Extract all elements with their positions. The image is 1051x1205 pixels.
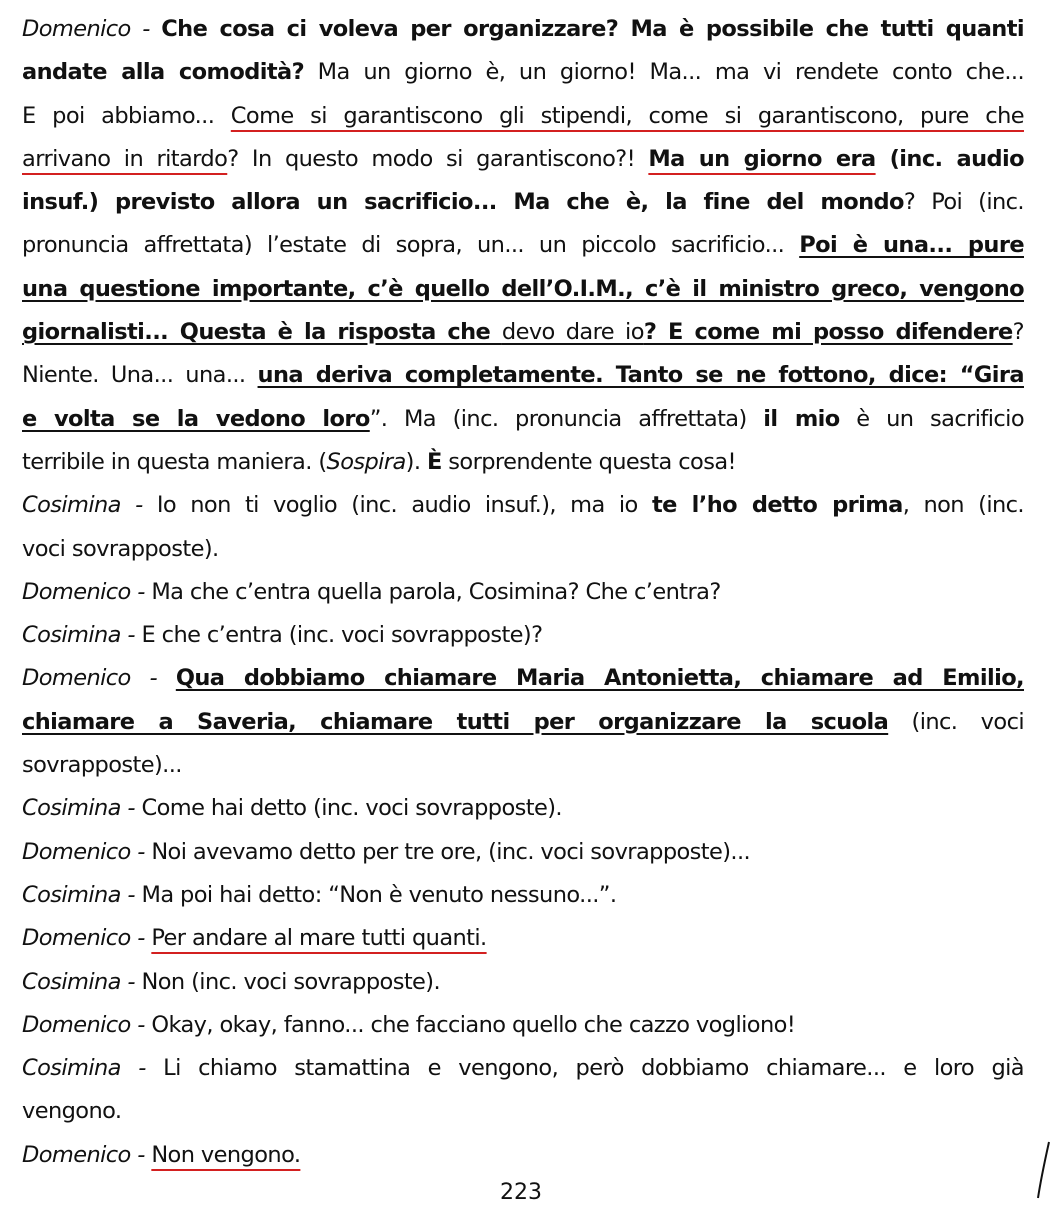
transcript-line <box>22 311 1024 354</box>
page-number: 223 <box>500 1180 542 1205</box>
transcript-line <box>22 917 1024 960</box>
transcript-line <box>22 268 1024 311</box>
transcript-text: una questione importante, c’è quello dell’O.I.M., c’è il ministro greco, vengono <box>22 275 1024 302</box>
speaker-label: Cosimina - <box>22 622 142 649</box>
transcript-line <box>22 398 1024 441</box>
transcript-text: arrivano in ritardo <box>22 145 228 172</box>
transcript-text: giornalisti... Questa è la risposta che <box>22 319 502 346</box>
transcript-line <box>22 1004 1024 1047</box>
transcript-text: (inc. audio <box>875 145 1024 172</box>
transcript-line <box>22 961 1024 1004</box>
transcript-line <box>22 484 1024 527</box>
transcript-text: Non (inc. voci sovrapposte). <box>141 968 441 995</box>
transcript-text: Come hai detto (inc. voci sovrapposte). <box>141 795 562 822</box>
transcript-text: devo dare io <box>501 319 644 346</box>
transcript-line <box>22 701 1024 744</box>
transcript-text: ? <box>1012 319 1024 346</box>
transcript-page <box>22 8 1024 1177</box>
transcript-text: Li chiamo stamattina e vengono, però dobbiamo chiamare... e loro già <box>163 1055 1024 1082</box>
transcript-text: Io non ti voglio (inc. audio insuf.), ma io <box>156 492 652 519</box>
transcript-line <box>22 8 1024 51</box>
transcript-line <box>22 528 1024 571</box>
speaker-label: Domenico - <box>22 1011 152 1038</box>
transcript-text: ”. Ma (inc. pronuncia affrettata) <box>369 405 764 432</box>
transcript-text: Ma che c’entra quella parola, Cosimina? Che c’entra? <box>151 578 721 605</box>
speaker-label: Domenico - <box>22 925 152 952</box>
transcript-text: Che cosa ci voleva per organizzare? Ma è possibile che tutti quanti <box>161 16 1024 42</box>
transcript-line <box>22 1090 1024 1133</box>
transcript-text: Sospira <box>326 448 406 475</box>
transcript-text: e volta se la vedono loro <box>22 405 370 432</box>
transcript-line <box>22 224 1024 267</box>
transcript-text: Per andare al mare tutti quanti. <box>151 925 487 952</box>
transcript-text: E poi abbiamo... <box>22 102 231 129</box>
transcript-text: Okay, okay, fanno... che facciano quello che cazzo vogliono! <box>151 1011 796 1038</box>
speaker-label: Cosimina - <box>22 1055 164 1082</box>
transcript-line <box>22 657 1024 700</box>
transcript-text: Ma poi hai detto: “Non è venuto nessuno...”. <box>141 881 617 908</box>
transcript-text: Non vengono. <box>151 1141 301 1168</box>
transcript-text: è un sacrificio <box>839 405 1024 432</box>
transcript-line <box>22 614 1024 657</box>
transcript-line <box>22 744 1024 787</box>
transcript-text: ? E come mi posso difendere <box>643 319 1013 346</box>
speaker-label: Cosimina - <box>22 492 157 519</box>
transcript-text: ? In questo modo si garantiscono?! <box>227 145 649 172</box>
transcript-text: il mio <box>763 405 840 432</box>
transcript-text: andate alla comodità? <box>22 59 305 86</box>
transcript-text: chiamare a Saveria, chiamare tutti per organizzare la scuola <box>22 708 889 735</box>
speaker-label: Domenico - <box>22 578 152 605</box>
transcript-text: Come si garantiscono gli stipendi, come si garantiscono, pure che <box>230 102 1024 129</box>
transcript-line <box>22 95 1024 138</box>
transcript-line <box>22 787 1024 830</box>
transcript-text: Niente. Una... una... <box>22 362 258 389</box>
transcript-line <box>22 874 1024 917</box>
speaker-label: Cosimina - <box>22 968 142 995</box>
transcript-text: ). <box>405 448 427 475</box>
transcript-text: sovrapposte)... <box>22 752 182 779</box>
transcript-line <box>22 831 1024 874</box>
transcript-text: insuf.) previsto allora un sacrificio... Ma che è, la fine del mondo <box>22 189 904 216</box>
transcript-text: , non (inc. <box>902 492 1024 519</box>
transcript-line <box>22 571 1024 614</box>
transcript-text: pronuncia affrettata) l’estate di sopra, un... un piccolo sacrificio... <box>22 232 800 259</box>
transcript-line <box>22 441 1024 484</box>
transcript-text: E che c’entra (inc. voci sovrapposte)? <box>141 622 543 649</box>
speaker-label: Domenico - <box>22 1141 152 1168</box>
transcript-line <box>22 138 1024 181</box>
speaker-label: Domenico - <box>22 838 152 865</box>
transcript-text: Noi avevamo detto per tre ore, (inc. voci sovrapposte)... <box>151 838 751 865</box>
speaker-label: Cosimina - <box>22 795 142 822</box>
speaker-label: Domenico - <box>22 665 176 692</box>
speaker-label: Cosimina - <box>22 881 142 908</box>
transcript-text: Qua dobbiamo chiamare Maria Antonietta, chiamare ad Emilio, <box>175 665 1024 692</box>
transcript-text: È <box>426 448 442 475</box>
margin-pen-stroke <box>1035 1140 1051 1200</box>
transcript-text: Poi è una... pure <box>799 232 1024 259</box>
transcript-line <box>22 1134 1024 1177</box>
transcript-line <box>22 181 1024 224</box>
speaker-label: Domenico - <box>22 16 162 42</box>
transcript-text: terribile in questa maniera. ( <box>22 448 327 475</box>
transcript-text: sorprendente questa cosa! <box>441 448 736 475</box>
transcript-text: vengono. <box>22 1098 122 1125</box>
transcript-text: voci sovrapposte). <box>22 535 219 562</box>
transcript-text: Ma un giorno è, un giorno! Ma... ma vi rendete conto che... <box>304 59 1025 86</box>
transcript-text: una deriva completamente. Tanto se ne fottono, dice: “Gira <box>257 362 1024 389</box>
transcript-text: (inc. voci <box>888 708 1024 735</box>
transcript-text: ? Poi (inc. <box>903 189 1024 216</box>
transcript-line <box>22 1047 1024 1090</box>
transcript-line <box>22 354 1024 397</box>
transcript-text: Ma un giorno era <box>648 145 876 172</box>
transcript-text: te l’ho detto prima <box>651 492 903 519</box>
transcript-line <box>22 51 1024 94</box>
